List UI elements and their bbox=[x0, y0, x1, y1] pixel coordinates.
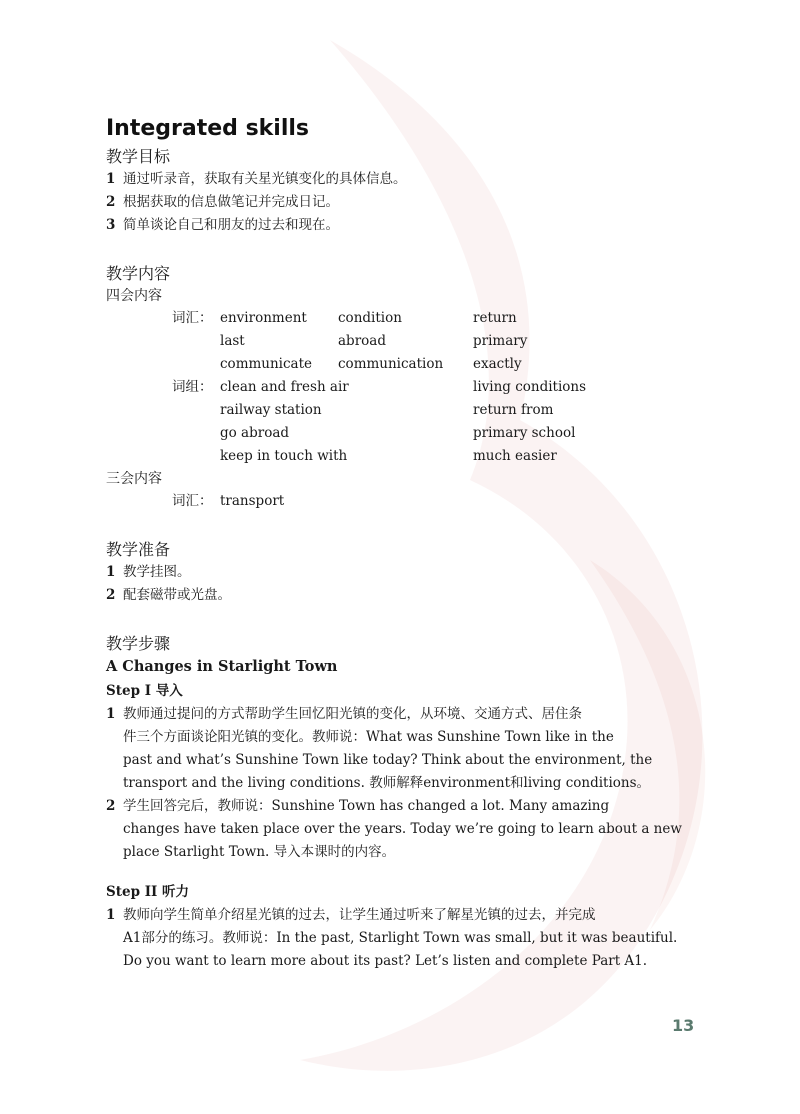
phrase: primary school bbox=[473, 425, 576, 441]
phrase: living conditions bbox=[473, 379, 587, 395]
item-text: 根据获取的信息做笔记并完成日记。 bbox=[123, 194, 339, 210]
vocab-word: environment bbox=[220, 310, 307, 326]
paragraph-line: 教师向学生简单介绍星光镇的过去，让学生通过听来了解星光镇的过去，并完成 bbox=[123, 907, 596, 923]
step1-item-2 bbox=[106, 795, 706, 864]
item-number: 1 bbox=[106, 564, 116, 580]
vocab-word: exactly bbox=[473, 356, 522, 372]
preparation-heading: 教学准备 bbox=[106, 540, 171, 559]
vocab-word: communication bbox=[338, 356, 444, 372]
paragraph-line: 学生回答完后，教师说：Sunshine Town has changed a lot. Many amazing bbox=[123, 798, 610, 814]
page-number: 13 bbox=[672, 1016, 695, 1035]
vocab-word: last bbox=[220, 333, 245, 349]
step2-title: Step II 听力 bbox=[106, 884, 190, 900]
vocab-word: transport bbox=[220, 493, 285, 509]
procedure-heading: 教学步骤 bbox=[106, 634, 171, 653]
paragraph-line: transport and the living conditions. 教师解释environment和living conditions。 bbox=[123, 775, 651, 791]
three-skills-label: 三会内容 bbox=[106, 471, 162, 487]
vocabulary-grid-2 bbox=[172, 490, 706, 513]
step2-item-1 bbox=[106, 904, 706, 973]
vocab-word: return bbox=[473, 310, 517, 326]
phrase: keep in touch with bbox=[220, 448, 348, 464]
vocabulary-grid bbox=[172, 307, 706, 468]
paragraph-line: 件三个方面谈论阳光镇的变化。教师说：What was Sunshine Town like in the bbox=[123, 729, 614, 745]
phrase: return from bbox=[473, 402, 554, 418]
item-text: 通过听录音，获取有关星光镇变化的具体信息。 bbox=[123, 171, 407, 187]
paragraph-line: place Starlight Town. 导入本课时的内容。 bbox=[123, 844, 396, 860]
item-number: 1 bbox=[106, 706, 116, 722]
phrase: go abroad bbox=[220, 425, 290, 441]
objectives-heading: 教学目标 bbox=[106, 147, 171, 166]
phrase: railway station bbox=[220, 402, 322, 418]
page-content bbox=[106, 112, 706, 973]
step1-item-1 bbox=[106, 703, 706, 795]
objective-item bbox=[106, 168, 706, 191]
item-text: 简单谈论自己和朋友的过去和现在。 bbox=[123, 217, 339, 233]
item-text: 教学挂图。 bbox=[123, 564, 191, 580]
preparation-item bbox=[106, 584, 706, 607]
item-number: 2 bbox=[106, 194, 116, 210]
objective-item bbox=[106, 214, 706, 237]
item-number: 2 bbox=[106, 798, 116, 814]
paragraph-line: changes have taken place over the years. Today we’re going to learn about a new bbox=[123, 821, 682, 837]
item-number: 3 bbox=[106, 217, 116, 233]
four-skills-label: 四会内容 bbox=[106, 288, 162, 304]
content-heading: 教学内容 bbox=[106, 264, 171, 283]
phrase: clean and fresh air bbox=[220, 379, 349, 395]
paragraph-line: A1部分的练习。教师说：In the past, Starlight Town was small, but it was beautiful. bbox=[123, 930, 678, 946]
phrase: much easier bbox=[473, 448, 557, 464]
item-number: 1 bbox=[106, 171, 116, 187]
vocab-label: 词汇： bbox=[172, 310, 213, 326]
item-number: 2 bbox=[106, 587, 116, 603]
vocab2-label: 词汇： bbox=[172, 493, 213, 509]
vocab-word: condition bbox=[338, 310, 402, 326]
phrase-label: 词组： bbox=[172, 379, 213, 395]
page-title: Integrated skills bbox=[106, 116, 310, 141]
paragraph-line: Do you want to learn more about its past? Let’s listen and complete Part A1. bbox=[123, 953, 648, 969]
preparation-item bbox=[106, 561, 706, 584]
objective-item bbox=[106, 191, 706, 214]
vocab-word: communicate bbox=[220, 356, 313, 372]
step1-title: Step I 导入 bbox=[106, 683, 183, 699]
paragraph-line: past and what’s Sunshine Town like today? Think about the environment, the bbox=[123, 752, 653, 768]
item-text: 配套磁带或光盘。 bbox=[123, 587, 231, 603]
paragraph-line: 教师通过提问的方式帮助学生回忆阳光镇的变化，从环境、交通方式、居住条 bbox=[123, 706, 582, 722]
vocab-word: primary bbox=[473, 333, 528, 349]
item-number: 1 bbox=[106, 907, 116, 923]
section-a-title: A Changes in Starlight Town bbox=[106, 658, 338, 675]
vocab-word: abroad bbox=[338, 333, 386, 349]
